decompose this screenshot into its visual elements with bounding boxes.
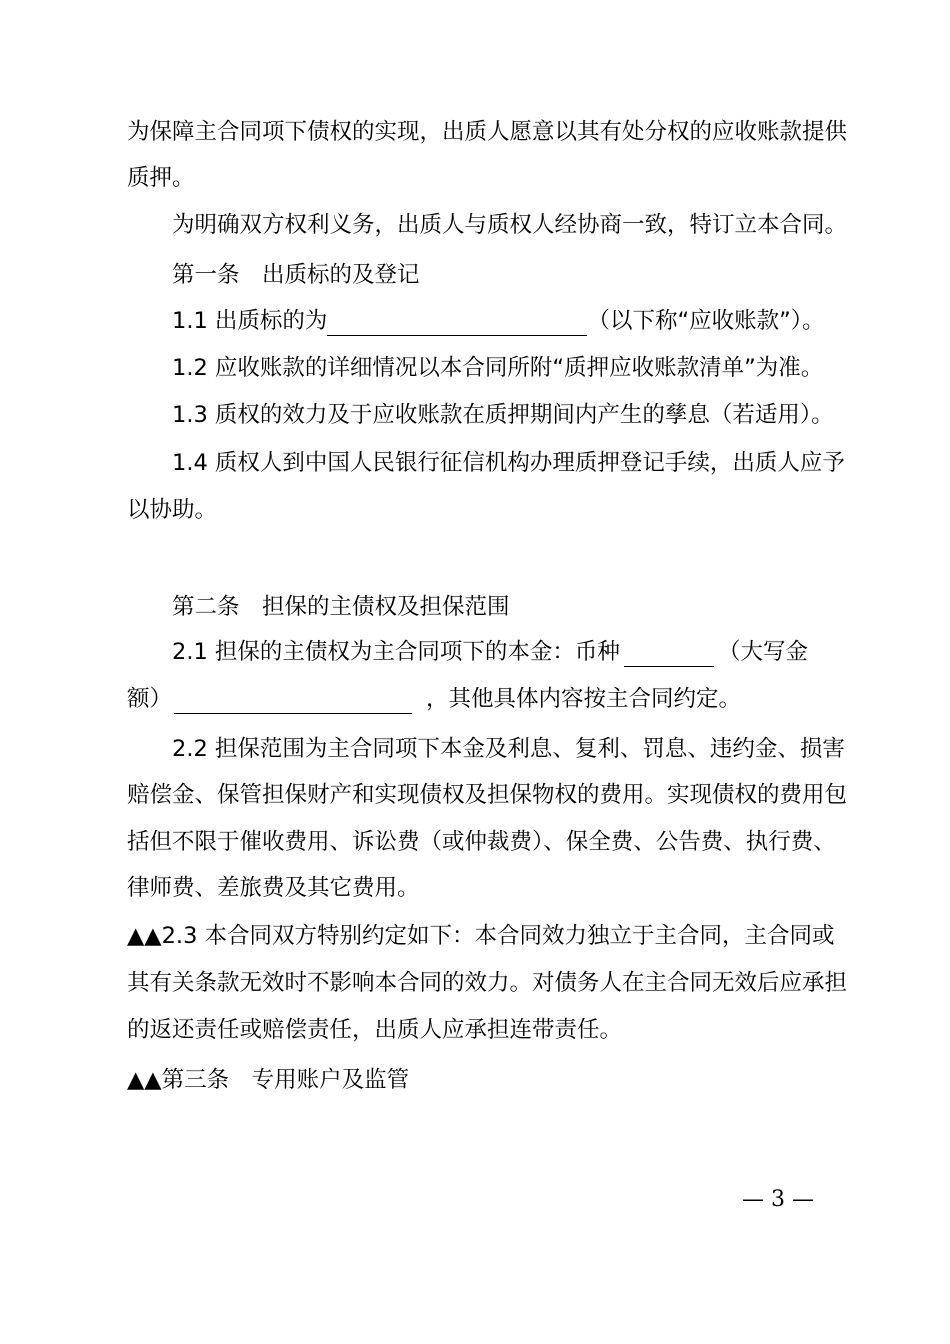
clause-2-3-line-1: ▲▲2.3 本合同双方特别约定如下：本合同效力独立于主合同，主合同或 xyxy=(127,923,835,949)
clause-2-2-line-1: 2.2 担保范围为主合同项下本金及利息、复利、罚息、违约金、损害 xyxy=(172,736,845,762)
clause-1-4-line-1: 1.4 质权人到中国人民银行征信机构办理质押登记手续，出质人应予 xyxy=(172,450,845,476)
clause-2-1-text: 2.1 担保的主债权为主合同项下的本金：币种 xyxy=(172,639,620,665)
intro-line-2: 质押。 xyxy=(127,165,195,191)
clause-2-1-amount-label: （大写金 xyxy=(717,639,808,665)
clause-2-1-line-2 xyxy=(127,684,741,714)
clause-2-2-line-3: 括但不限于催收费用、诉讼费（或仲裁费）、保全费、公告费、执行费、 xyxy=(127,829,836,855)
clause-2-1-suffix: ，其他具体内容按主合同约定。 xyxy=(426,686,742,712)
pledge-subject-blank[interactable] xyxy=(327,309,587,336)
article-3-title: ▲▲第三条 专用账户及监管 xyxy=(127,1067,410,1093)
clause-1-1 xyxy=(172,306,825,336)
article-2-title: 第二条 担保的主债权及担保范围 xyxy=(172,594,510,620)
clause-2-3-line-3: 的返还责任或赔偿责任，出质人应承担连带责任。 xyxy=(127,1017,623,1043)
purpose-paragraph: 为明确双方权利义务，出质人与质权人经协商一致，特订立本合同。 xyxy=(172,212,848,238)
amount-in-words-blank[interactable] xyxy=(174,687,412,714)
clause-1-2: 1.2 应收账款的详细情况以本合同所附“质押应收账款清单”为准。 xyxy=(172,355,824,381)
clause-2-2-line-4: 律师费、差旅费及其它费用。 xyxy=(127,875,420,901)
clause-2-1-line-1 xyxy=(172,637,808,667)
clause-2-2-line-2: 赔偿金、保管担保财产和实现债权及担保物权的费用。实现债权的费用包 xyxy=(127,782,848,808)
clause-1-1-text: 1.1 出质标的为 xyxy=(172,308,328,334)
clause-1-4-line-2: 以协助。 xyxy=(127,497,218,523)
clause-2-1-amount-label-end: 额） xyxy=(127,686,173,712)
clause-1-1-suffix: （以下称“应收账款”）。 xyxy=(587,308,825,334)
clause-1-3: 1.3 质权的效力及于应收账款在质押期间内产生的孳息（若适用）。 xyxy=(172,402,834,428)
article-1-title: 第一条 出质标的及登记 xyxy=(172,262,420,288)
page-number: — 3 — xyxy=(742,1187,814,1212)
intro-line-1: 为保障主合同项下债权的实现，出质人愿意以其有处分权的应收账款提供 xyxy=(127,119,848,145)
clause-2-3-line-2: 其有关条款无效时不影响本合同的效力。对债务人在主合同无效后应承担 xyxy=(127,970,848,996)
currency-blank[interactable] xyxy=(624,640,714,667)
